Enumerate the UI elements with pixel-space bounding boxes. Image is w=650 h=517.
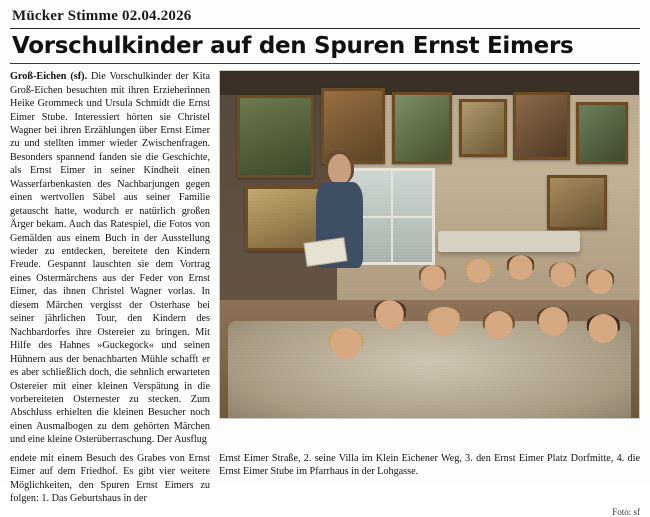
photo-child-head <box>589 314 618 343</box>
photo-child-head <box>588 269 613 294</box>
photo-child-head <box>430 307 459 336</box>
photo-painting-4 <box>459 99 507 157</box>
photo-child-head <box>550 262 575 287</box>
photo-child-head <box>466 259 491 284</box>
article-column-1 <box>10 70 210 447</box>
article-photo <box>219 70 640 419</box>
article-body-top <box>10 70 640 447</box>
photo-credit: Foto: sf <box>612 506 640 517</box>
photo-table <box>438 231 580 252</box>
headline-divider <box>10 63 640 64</box>
photo-child-head <box>420 265 445 290</box>
page-title: Vorschulkinder auf den Spuren Ernst Eimers <box>12 33 574 59</box>
photo-child-head <box>539 307 568 336</box>
photo-child-head <box>375 300 404 329</box>
photo-painting-1 <box>237 95 314 177</box>
photo-painting-3 <box>392 92 452 164</box>
masthead: Mücker Stimme 02.04.2026 <box>12 8 192 24</box>
photo-child-head <box>484 311 513 340</box>
masthead-divider <box>10 28 640 29</box>
article-body-bottom <box>10 452 640 506</box>
article-dateline: Groß-Eichen (sf). <box>10 71 88 83</box>
article-column-3: Ernst Eimer Straße, 2. seine Villa im Klein Eichener Weg, 3. den Ernst Eimer Platz Dorfmitte, 4. die Ernst Eimer Stube im Pfarrhaus in der Lohgasse. <box>219 452 640 478</box>
photo-adult-reader <box>308 154 371 293</box>
photo-painting-5 <box>513 92 569 160</box>
article-column-2: endete mit einem Besuch des Grabes von Ernst Eimer auf dem Friedhof. Es gibt vier weitere Möglichkeiten, den Spuren Ernst Eimers zu folgen: 1. Das Geburtshaus in der <box>10 452 210 505</box>
photo-painting-6 <box>576 102 628 164</box>
photo-scene <box>220 71 639 418</box>
photo-adult-head <box>328 154 351 185</box>
photo-child-head <box>508 255 533 280</box>
photo-painting-8 <box>547 175 607 230</box>
photo-rug <box>228 321 630 418</box>
article-column-1-text: Die Vorschulkinder der Kita Groß-Eichen besuchten mit ihren Erzieherinnen Heike Grommeck und Ursula Schmidt die Ernst Eimer Stube. Interessiert hörten sie Christel Wagner bei ihren Erzählungen über Ernst Eimer zu und stellten immer wieder Zwischenfragen. Besonders spannend fanden sie die Geschichte, als Ernst Eimer in seiner Kindheit einen Wasserfarbenkasten des Nachbarjungen gegen einen wertvollen Säbel aus seiner Familie getauscht hatte, wodurch er natürlich großen Ärger bekam. Auch das Ratespiel, die Fotos von Gemälden aus einem Buch in der Ausstellung wieder zu entdecken, bereitete den Kindern Freude. Gespannt lauschten sie dem Vortrag eines Ostermärchens aus der Feder von Ernst Eimer, das ihnen Christel Wagner vorlas. In diesem Märchen vergisst der Osterhase bei seiner jährlichen Tour, den Kindern des Nachbardorfes ihre Ostereier zu bringen. Mit Hilfe des Hahnes »Guckegock« und seinen Hühnern aus der benachbarten Mühle schafft er es aber schließlich doch, die sehnlich erwarteten Ostereier mit einer kleinen Verspätung in die vorbereiteten Osternester zu stecken. Zum Abschluss erhielten die kleinen Besucher noch einen Ausmalbogen zu dem gehörten Märchen und eine kleine Osterüberraschung. Der Ausflug <box>10 71 210 446</box>
